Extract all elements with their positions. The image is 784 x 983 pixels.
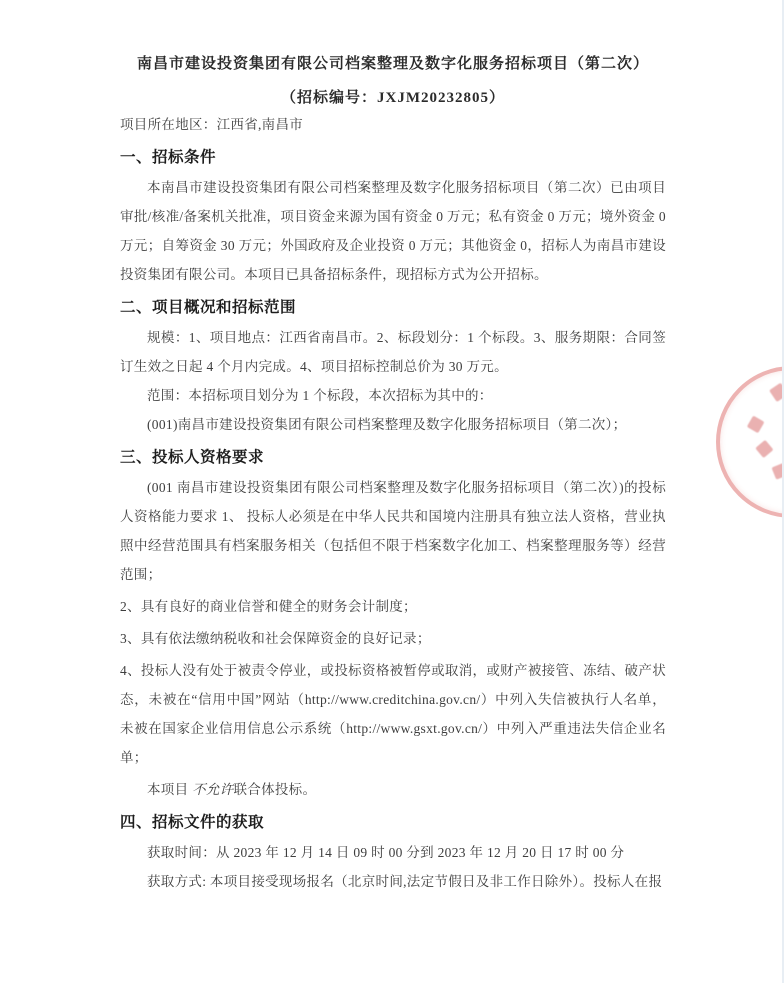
paragraph-lot-001: (001)南昌市建设投资集团有限公司档案整理及数字化服务招标项目（第二次）； — [147, 417, 627, 432]
paragraph-scope: 范围：本招标项目划分为 1 个标段，本次招标为其中的： — [147, 388, 493, 403]
paragraph-joint-bid-note — [120, 775, 666, 804]
paragraph-qualification-3: 3、具有依法缴纳税收和社会保障资金的良好记录； — [120, 631, 431, 646]
joint-bid-emphasis: 不允许 — [192, 782, 234, 797]
paragraph-scale: 规模：1、项目地点：江西省南昌市。2、标段划分：1 个标段。3、服务期限：合同签订生效之日起 4 个月内完成。4、项目招标控制总价为 30 万元。 — [120, 330, 666, 374]
section-heading-bidder-qualifications: 三、投标人资格要求 — [120, 449, 265, 466]
document-title: 南昌市建设投资集团有限公司档案整理及数字化服务招标项目（第二次） — [136, 56, 649, 72]
project-location-line: 项目所在地区：江西省,南昌市 — [120, 117, 304, 132]
paragraph-qualification-1: (001 南昌市建设投资集团有限公司档案整理及数字化服务招标项目（第二次）)的投标人资格能力要求 1、 投标人必须是在中华人民共和国境内注册具有独立法人资格，营业执照中经营范围具有档案服务相关（包括但不限于档案数字化加工、档案整理服务等）经营范围； — [120, 480, 666, 582]
paragraph-acquisition-method: 获取方式: 本项目接受现场报名（北京时间,法定节假日及非工作日除外）。投标人在报 — [147, 874, 663, 889]
paragraph-tender-conditions: 本南昌市建设投资集团有限公司档案整理及数字化服务招标项目（第二次）已由项目审批/核准/备案机关批准，项目资金来源为国有资金 0 万元；私有资金 0 万元；境外资金 0 万元；自筹资金 30 万元；外国政府及企业投资 0 万元；其他资金 0，招标人为南昌市建设投资集团有限公司。本项目已具备招标条件，现招标方式为公开招标。 — [120, 180, 666, 282]
seal-ring-icon — [716, 366, 784, 518]
paragraph-acquisition-time: 获取时间：从 2023 年 12 月 14 日 09 时 00 分到 2023 年 12 月 20 日 17 时 00 分 — [147, 845, 625, 860]
joint-bid-suffix: 联合体投标。 — [233, 782, 317, 797]
section-heading-tender-conditions: 一、招标条件 — [120, 149, 217, 166]
paragraph-qualification-4: 4、投标人没有处于被责令停业，或投标资格被暂停或取消，或财产被接管、冻结、破产状态，未被在“信用中国”网站（http://www.creditchina.gov.cn/）中列入失信被执行人名单，未被在国家企业信用信息公示系统（http://www.gsxt.gov.cn/）中列入严重违法失信企业名单； — [120, 663, 666, 765]
paragraph-qualification-2: 2、具有良好的商业信誉和健全的财务会计制度； — [120, 599, 417, 614]
seal-glyphs-icon — [685, 335, 784, 548]
tender-number: （招标编号：JXJM20232805） — [281, 90, 505, 106]
section-heading-document-acquisition: 四、招标文件的获取 — [120, 814, 265, 831]
section-heading-project-overview: 二、项目概况和招标范围 — [120, 299, 297, 316]
official-seal-stamp — [716, 366, 784, 518]
joint-bid-prefix: 本项目 — [147, 782, 193, 797]
